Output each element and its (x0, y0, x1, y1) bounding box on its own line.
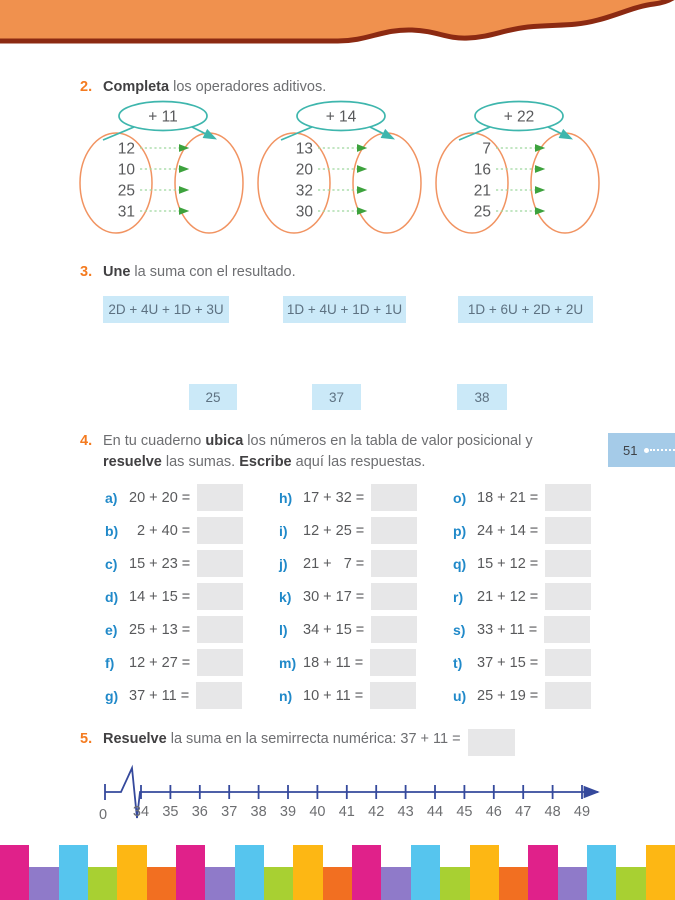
answer-box[interactable] (197, 649, 243, 676)
page-tab (608, 433, 675, 467)
footer-color-bar (59, 845, 88, 900)
footer-color-bar (558, 867, 587, 900)
instruction-text: Une (103, 264, 131, 280)
answer-box[interactable] (545, 682, 591, 709)
tick-label: 43 (397, 804, 414, 820)
operator-diagrams-row (78, 99, 600, 242)
footer-color-bar (205, 867, 234, 900)
footer-color-bar (88, 867, 117, 900)
addition-problem (453, 580, 627, 613)
input-number: 32 (295, 182, 313, 200)
problem-letter: g) (105, 687, 119, 704)
tick-label: 38 (250, 804, 267, 820)
exercise-5-header (0, 729, 515, 756)
input-number: 20 (295, 161, 313, 179)
addition-problem (105, 547, 279, 580)
tick-label: 36 (191, 804, 208, 820)
exercise-number: 3. (80, 264, 93, 280)
banner-shape (0, 0, 675, 41)
tick-label: 46 (485, 804, 502, 820)
problem-expression: 14 + 15 = (129, 588, 191, 605)
answer-box[interactable] (370, 649, 416, 676)
input-number: 31 (117, 203, 135, 221)
footer-color-bar (0, 845, 29, 900)
addition-problem (279, 514, 453, 547)
sum-card[interactable]: 1D + 4U + 1D + 1U (283, 296, 406, 323)
operator-diagram-svg (256, 99, 422, 237)
addition-problem (453, 679, 627, 712)
answer-box[interactable] (544, 616, 590, 643)
footer-color-bar (264, 867, 293, 900)
addition-problem (279, 646, 453, 679)
instruction-text: la suma con el resultado. (130, 264, 296, 280)
problem-expression: 20 + 20 = (129, 489, 191, 506)
problem-letter: n) (279, 687, 293, 704)
problem-expression: 15 + 23 = (129, 555, 191, 572)
result-card[interactable]: 37 (312, 384, 361, 410)
input-number: 25 (117, 182, 135, 200)
addition-problems-grid (105, 481, 627, 712)
problem-expression: 33 + 11 = (477, 621, 538, 638)
problem-expression: 34 + 15 = (303, 621, 365, 638)
tick-label: 42 (368, 804, 385, 820)
sum-card[interactable]: 2D + 4U + 1D + 3U (103, 296, 229, 323)
answer-box[interactable] (371, 484, 417, 511)
problem-letter: s) (453, 621, 466, 638)
problem-expression: 21 + 7 = (303, 555, 365, 572)
footer-color-bar (470, 845, 499, 900)
page-number: 51 (623, 442, 638, 458)
tick-label: 49 (573, 804, 591, 820)
input-number: 7 (482, 140, 491, 158)
exercise-instruction (103, 431, 585, 473)
problem-letter: b) (105, 522, 119, 539)
footer-color-bar (587, 845, 616, 900)
exercise-number: 5. (80, 731, 93, 747)
input-number: 12 (117, 140, 135, 158)
addition-problem (279, 481, 453, 514)
number-line-container (93, 762, 653, 829)
addition-problem (105, 679, 279, 712)
problem-letter: u) (453, 687, 467, 704)
instruction-text: En tu cuaderno (103, 433, 206, 449)
result-card[interactable]: 25 (189, 384, 237, 410)
problem-letter: r) (453, 588, 464, 605)
addition-problem (279, 580, 453, 613)
instruction-text: la suma en la semirrecta numérica: (166, 731, 401, 747)
tab-dotted-line (650, 449, 675, 451)
answer-box[interactable] (545, 517, 591, 544)
instruction-text: 37 + 11 = (400, 731, 461, 747)
problem-expression: 37 + 15 = (477, 654, 539, 671)
operator-diagram-svg (434, 99, 600, 237)
addition-problem (105, 646, 279, 679)
addition-problem (279, 679, 453, 712)
problem-letter: j) (279, 555, 288, 572)
problem-expression: 25 + 13 = (129, 621, 191, 638)
problem-column (453, 481, 627, 712)
problem-letter: p) (453, 522, 467, 539)
problem-expression: 18 + 11 = (303, 654, 364, 671)
exercise-instruction (103, 77, 326, 98)
additive-operator-diagram (256, 99, 422, 242)
problem-expression: 24 + 14 = (477, 522, 539, 539)
sum-card[interactable]: 1D + 6U + 2D + 2U (458, 296, 593, 323)
footer-color-bar (646, 845, 675, 900)
problem-expression: 18 + 21 = (477, 489, 539, 506)
input-number: 25 (473, 203, 491, 221)
instruction-text: aquí las respuestas. (291, 454, 426, 471)
problem-letter: h) (279, 489, 293, 506)
footer-color-bar (381, 867, 410, 900)
tick-label: 44 (426, 804, 444, 820)
problem-column (105, 481, 279, 712)
addition-problem (105, 514, 279, 547)
instruction-text: los números en la tabla de valor posicional y (243, 433, 533, 449)
instruction-text: Escribe (239, 454, 292, 471)
addition-problem (453, 547, 627, 580)
instruction-text: ubica (205, 433, 244, 449)
answer-box[interactable] (371, 616, 417, 643)
problem-expression: 12 + 25 = (303, 522, 365, 539)
exercise-number: 2. (80, 79, 93, 95)
operator-label: + 22 (503, 108, 535, 126)
exercise-instruction (103, 262, 296, 283)
input-number: 16 (473, 161, 491, 179)
answer-box[interactable] (545, 583, 591, 610)
problem-letter: q) (453, 555, 467, 572)
instruction-text: resuelve (103, 454, 162, 471)
tab-dot-icon (644, 448, 649, 453)
problem-letter: t) (453, 654, 463, 671)
addition-problem (105, 580, 279, 613)
footer-color-bars (0, 845, 675, 900)
addition-problem (279, 547, 453, 580)
instruction-text: las sumas. (161, 454, 240, 471)
answer-box[interactable] (371, 517, 417, 544)
answer-box[interactable] (197, 616, 243, 643)
addition-problem (105, 481, 279, 514)
addition-problem (453, 514, 627, 547)
problem-expression: 2 + 40 = (129, 522, 191, 539)
problem-expression: 15 + 12 = (477, 555, 539, 572)
footer-color-bar (323, 867, 352, 900)
addition-problem (453, 481, 627, 514)
footer-color-bar (440, 867, 469, 900)
tick-label: 48 (544, 804, 561, 820)
footer-color-bar (176, 845, 205, 900)
additive-operator-diagram (78, 99, 244, 242)
answer-box[interactable] (545, 649, 591, 676)
problem-letter: i) (279, 522, 288, 539)
answer-box[interactable] (196, 682, 242, 709)
problem-expression: 30 + 17 = (303, 588, 365, 605)
exercise-4-header (0, 431, 585, 473)
answer-box[interactable] (545, 550, 591, 577)
additive-operator-diagram (434, 99, 600, 242)
footer-color-bar (147, 867, 176, 900)
footer-color-bar (499, 867, 528, 900)
addition-problem (453, 646, 627, 679)
footer-color-bar (235, 845, 264, 900)
problem-letter: k) (279, 588, 292, 605)
exercise-2-header (0, 77, 326, 98)
footer-color-bar (528, 845, 557, 900)
problem-expression: 37 + 11 = (129, 687, 190, 704)
footer-color-bar (117, 845, 146, 900)
problem-letter: c) (105, 555, 118, 572)
operator-label: + 11 (148, 108, 178, 126)
instruction-text: Resuelve (103, 731, 167, 747)
problem-letter: m) (279, 654, 297, 671)
input-number: 21 (473, 182, 491, 200)
instruction-text: Completa (103, 79, 170, 95)
footer-color-bar (29, 867, 58, 900)
addition-problem (105, 613, 279, 646)
top-banner (0, 0, 675, 50)
problem-expression: 10 + 11 = (303, 687, 364, 704)
number-line (93, 762, 653, 824)
footer-color-bar (352, 845, 381, 900)
tick-label: 39 (279, 804, 297, 820)
exercise-number: 4. (80, 433, 93, 449)
result-card[interactable]: 38 (457, 384, 507, 410)
answer-box[interactable] (197, 484, 243, 511)
operator-label: + 14 (325, 108, 357, 126)
problem-letter: o) (453, 489, 467, 506)
tick-label: 41 (338, 804, 355, 820)
input-number: 13 (295, 140, 313, 158)
footer-color-bar (293, 845, 322, 900)
answer-box[interactable] (197, 550, 243, 577)
tick-label: 34 (132, 804, 150, 820)
problem-letter: a) (105, 489, 118, 506)
origin-label: 0 (98, 807, 108, 823)
problem-letter: f) (105, 654, 115, 671)
problem-expression: 25 + 19 = (477, 687, 539, 704)
problem-letter: d) (105, 588, 119, 605)
input-number: 10 (117, 161, 135, 179)
tick-label: 47 (515, 804, 532, 820)
addition-problem (279, 613, 453, 646)
problem-column (279, 481, 453, 712)
exercise-3-header (0, 262, 296, 283)
answer-box[interactable] (371, 550, 417, 577)
tick-label: 35 (162, 804, 179, 820)
footer-color-bar (411, 845, 440, 900)
tick-label: 40 (309, 804, 326, 820)
answer-box[interactable] (545, 484, 591, 511)
input-number: 30 (295, 203, 313, 221)
exercise5-answer-box[interactable] (468, 729, 515, 756)
problem-expression: 21 + 12 = (477, 588, 539, 605)
answer-box[interactable] (197, 583, 243, 610)
instruction-text: los operadores aditivos. (169, 79, 327, 95)
problem-letter: e) (105, 621, 118, 638)
operator-diagram-svg (78, 99, 244, 237)
problem-letter: l) (279, 621, 288, 638)
answer-box[interactable] (371, 583, 417, 610)
problem-expression: 17 + 32 = (303, 489, 365, 506)
footer-color-bar (616, 867, 645, 900)
tick-label: 45 (456, 804, 473, 820)
answer-box[interactable] (370, 682, 416, 709)
problem-expression: 12 + 27 = (129, 654, 191, 671)
answer-box[interactable] (197, 517, 243, 544)
addition-problem (453, 613, 627, 646)
tick-label: 37 (221, 804, 238, 820)
exercise-instruction (103, 729, 461, 756)
